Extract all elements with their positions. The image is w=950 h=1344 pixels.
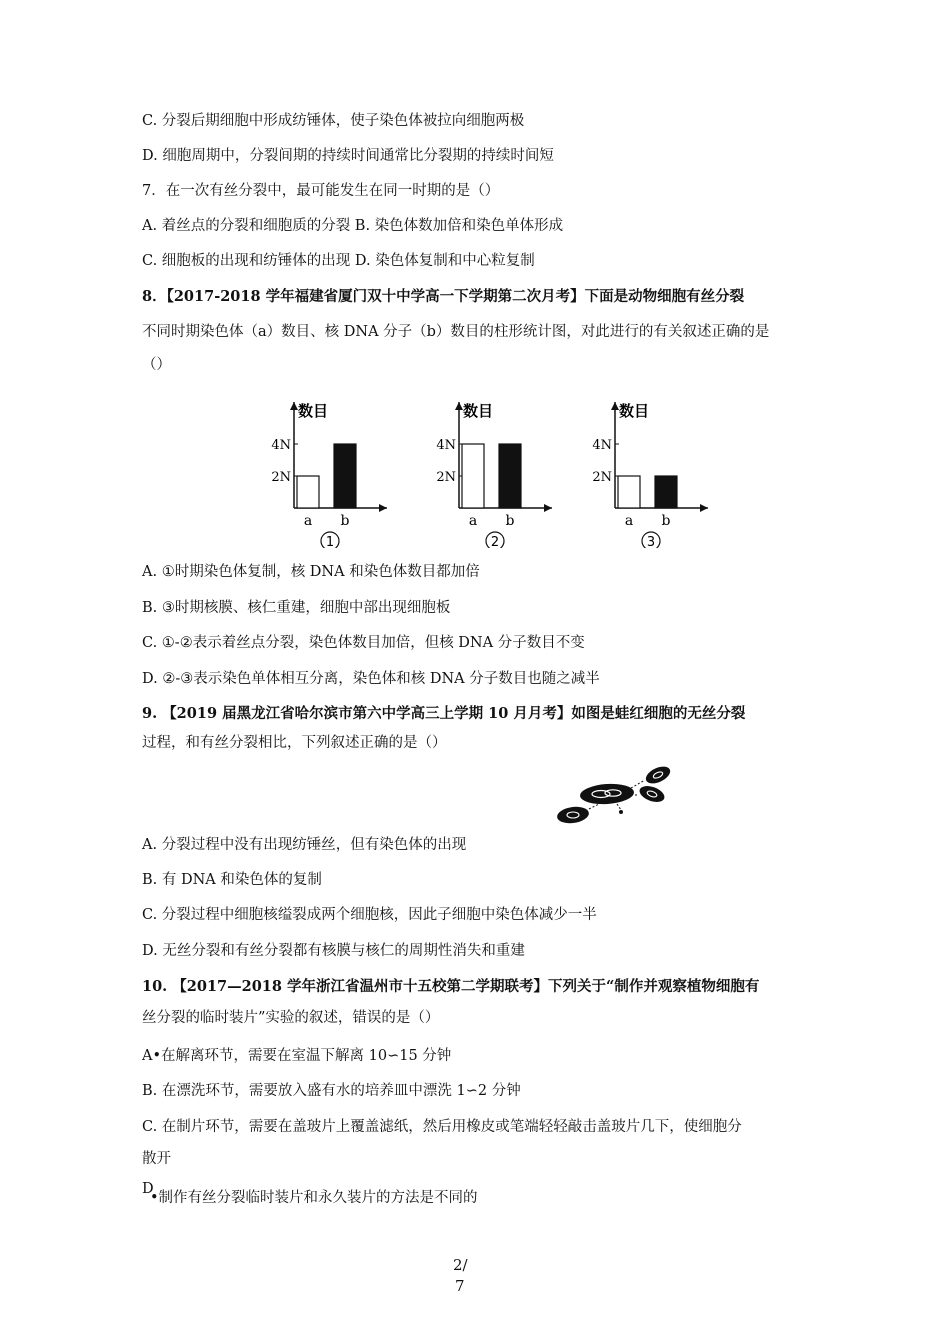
x-tick-label: b	[661, 513, 671, 529]
y-axis-label: 数目	[298, 402, 329, 420]
chart-2	[412, 396, 562, 548]
line-22: B. 在漂洗环节，需要放入盛有水的培养皿中漂洗 1∽2 分钟	[142, 1083, 521, 1099]
cell-top	[643, 763, 672, 787]
y-axis-label: 数目	[619, 402, 650, 420]
line-18: D. 无丝分裂和有丝分裂都有核膜与核仁的周期性消失和重建	[142, 943, 525, 959]
line-25: •制作有丝分裂临时装片和永久装片的方法是不同的	[150, 1190, 478, 1206]
cell-right	[637, 783, 666, 805]
x-tick-label: b	[505, 513, 515, 529]
line-17: C. 分裂过程中细胞核缢裂成两个细胞核，因此子细胞中染色体减少一半	[142, 907, 597, 923]
cell-dividing	[579, 782, 634, 806]
line-1: C. 分裂后期细胞中形成纺锤体，使子染色体被拉向细胞两极	[142, 113, 525, 129]
y-axis-arrow	[455, 402, 463, 410]
line-10: B. ③时期核膜、核仁重建，细胞中部出现细胞板	[142, 600, 451, 616]
cell-bottom	[556, 805, 590, 825]
line-4: A. 着丝点的分裂和细胞质的分裂 B. 染色体数加倍和染色单体形成	[142, 218, 564, 234]
bar-b	[655, 476, 677, 508]
y-tick-label: 2N	[436, 470, 456, 485]
chart-caption: 1	[325, 535, 335, 548]
line-21: A•在解离环节，需要在室温下解离 10∽15 分钟	[142, 1048, 452, 1064]
y-tick-label: 4N	[271, 438, 291, 453]
y-axis-arrow	[611, 402, 619, 410]
chart-3	[568, 396, 718, 548]
line-6: 8．【2017-2018 学年福建省厦门双十中学高一下学期第二次月考】下面是动物细胞有丝分裂	[142, 288, 745, 305]
bar-a	[297, 476, 319, 508]
line-5: C. 细胞板的出现和纺锤体的出现 D. 染色体复制和中心粒复制	[142, 253, 535, 269]
bar-a	[462, 444, 484, 508]
line-2: D. 细胞周期中，分裂间期的持续时间通常比分裂期的持续时间短	[142, 148, 554, 164]
bar-b	[499, 444, 521, 508]
amitosis-figure	[555, 763, 680, 832]
line-8: （）	[142, 357, 171, 373]
y-tick-label: 2N	[592, 470, 612, 485]
page-number-top: 2/	[453, 1256, 468, 1274]
chart-caption: 2	[490, 535, 500, 548]
x-axis-arrow	[700, 504, 708, 512]
x-tick-label: a	[303, 513, 313, 529]
line-23: C. 在制片环节，需要在盖玻片上覆盖滤纸，然后用橡皮或笔端轻轻敲击盖玻片几下，使细胞分	[142, 1119, 742, 1135]
y-tick-label: 4N	[592, 438, 612, 453]
line-7: 不同时期染色体（a）数目、核 DNA 分子（b）数目的柱形统计图，对此进行的有关叙述正确的是	[142, 324, 770, 340]
line-15: A. 分裂过程中没有出现纺锤丝，但有染色体的出现	[142, 837, 467, 853]
line-3: 7．在一次有丝分裂中，最可能发生在同一时期的是（）	[142, 183, 500, 199]
line-14: 过程，和有丝分裂相比，下列叙述正确的是（）	[142, 735, 447, 751]
line-19: 10. 【2017—2018 学年浙江省温州市十五校第二学期联考】下列关于“制作并观察植物细胞有	[142, 978, 760, 995]
bar-b	[334, 444, 356, 508]
chart-1	[247, 396, 397, 548]
line-25-label: D	[142, 1181, 154, 1197]
y-axis-label: 数目	[463, 402, 494, 420]
y-axis-arrow	[290, 402, 298, 410]
y-tick-label: 2N	[271, 470, 291, 485]
x-tick-label: a	[468, 513, 478, 529]
page-number-bottom: 7	[455, 1277, 465, 1295]
line-24: 散开	[142, 1151, 171, 1167]
x-tick-label: a	[624, 513, 634, 529]
bar-a	[618, 476, 640, 508]
line-20: 丝分裂的临时装片”实验的叙述，错误的是（）	[142, 1010, 440, 1026]
line-9: A. ①时期染色体复制，核 DNA 和染色体数目都加倍	[142, 564, 480, 580]
y-tick-label: 4N	[436, 438, 456, 453]
line-16: B. 有 DNA 和染色体的复制	[142, 872, 322, 888]
line-11: C. ①-②表示着丝点分裂，染色体数目加倍，但核 DNA 分子数目不变	[142, 635, 585, 651]
chart-caption: 3	[646, 535, 656, 548]
x-axis-arrow	[379, 504, 387, 512]
x-tick-label: b	[340, 513, 350, 529]
x-axis-arrow	[544, 504, 552, 512]
line-13: 9. 【2019 届黑龙江省哈尔滨市第六中学高三上学期 10 月月考】如图是蛙红细胞的无丝分裂	[142, 705, 746, 722]
line-12: D. ②-③表示染色单体相互分离，染色体和核 DNA 分子数目也随之减半	[142, 671, 600, 687]
